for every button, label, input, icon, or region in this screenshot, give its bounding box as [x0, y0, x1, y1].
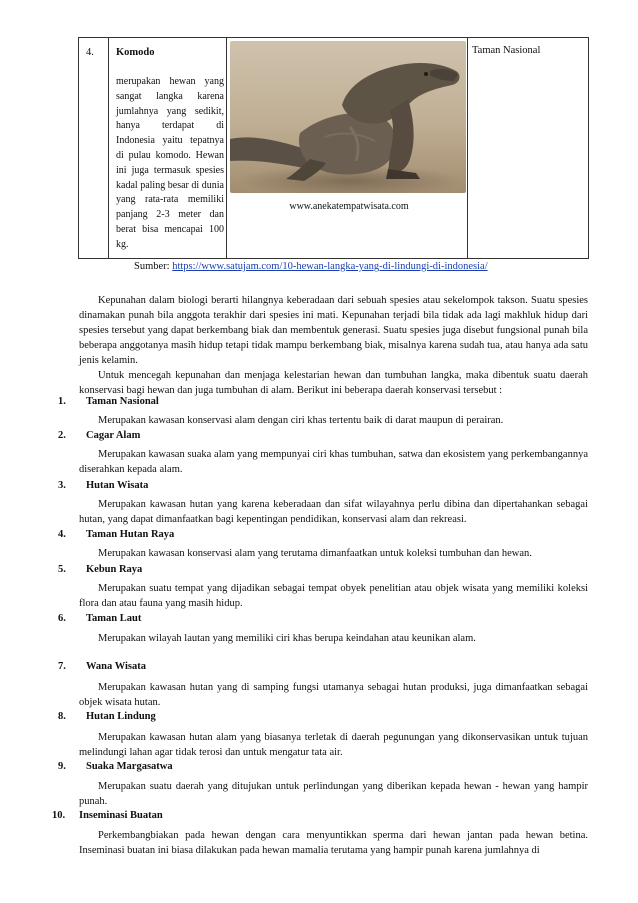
- list-item-number: 9.: [58, 761, 66, 772]
- list-item-text: Merupakan kawasan hutan yang karena keberadaan dan sifat wilayahnya perlu dibina dan dipertahankan sebagai hutan, yang dapat dimanfaatkan bagi kepentingan pendidikan, konservasi alam dan rekreasi.: [79, 499, 588, 525]
- list-item-title: Cagar Alam: [86, 430, 141, 441]
- row-number: 4.: [86, 47, 94, 58]
- intro-paragraph-1: Kepunahan dalam biologi berarti hilangnya keberadaan dari sebuah spesies atau sekelompok takson. Suatu spesies dinamakan punah bila anggota terakhir dari spesies ini mati. Kepunahan terjadi bila tidak ada lagi makhluk hidup dari spesies tersebut yang dapat berkembang biak dan membentuk generasi. Suatu spesies juga disebut fungsional punah bila beberapa anggotanya masih hidup tetapi tidak mampu berkembang biak, misalnya karena sudah tua, atau hanya ada satu jenis kelamin.: [79, 295, 588, 366]
- list-item-title: Hutan Wisata: [86, 480, 149, 491]
- list-item-number: 4.: [58, 529, 66, 540]
- species-description: merupakan hewan yang sangat langka karena jumlahnya yang sedikit, hanya terdapat di Indonesia yaitu tepatnya di pulau komodo. Hewan ini juga termasuk spesies kadal paling besar di dunia yang rata-rata memiliki panjang 2-3 meter dan berat bisa mencapai 100 kg.: [116, 76, 224, 250]
- source-link[interactable]: https://www.satujam.com/10-hewan-langka-yang-di-lindungi-di-indonesia/: [172, 261, 488, 272]
- list-item-text: Merupakan kawasan hutan alam yang biasanya terletak di daerah pegunungan yang dikonservasikan untuk tujuan melindungi lahan agar tidak terosi dan untuk mengatur tata air.: [79, 732, 588, 758]
- list-item-number: 1.: [58, 396, 66, 407]
- komodo-photo: [230, 41, 466, 193]
- list-item-number: 5.: [58, 564, 66, 575]
- list-item-title: Hutan Lindung: [86, 711, 156, 722]
- intro-paragraph-2: Untuk mencegah kepunahan dan menjaga kelestarian hewan dan tumbuhan langka, maka dibentuk suatu daerah konservasi bagi hewan dan juga tumbuhan di alam. Berikut ini beberapa daerah konservasi tersebut :: [79, 370, 588, 396]
- list-item-number: 7.: [58, 661, 66, 672]
- list-item-number: 3.: [58, 480, 66, 491]
- source-line: [134, 261, 488, 272]
- source-label: Sumber:: [134, 261, 170, 272]
- list-item-text: Merupakan suatu daerah yang ditujukan untuk perlindungan yang diberikan kepada hewan - hewan yang hampir punah.: [79, 781, 588, 807]
- list-item-title: Wana Wisata: [86, 661, 147, 672]
- list-item-text: Merupakan kawasan hutan yang di samping fungsi utamanya sebagai hutan produksi, juga dimanfaatkan sebagai objek wisata hutan.: [79, 682, 588, 708]
- list-item-text: Merupakan kawasan konservasi alam yang terutama dimanfaatkan untuk koleksi tumbuhan dan hewan.: [98, 548, 532, 559]
- list-item-title: Taman Hutan Raya: [86, 529, 175, 540]
- conservation-status: Taman Nasional: [472, 45, 541, 56]
- list-item-number: 10.: [52, 810, 66, 821]
- list-item-text: Merupakan kawasan konservasi alam dengan ciri khas tertentu baik di darat maupun di perairan.: [98, 415, 504, 426]
- list-item-title: Inseminasi Buatan: [79, 810, 163, 821]
- list-item-text: Merupakan wilayah lautan yang memiliki ciri khas berupa keindahan atau keunikan alam.: [98, 633, 476, 644]
- list-item-text: Merupakan kawasan suaka alam yang mempunyai ciri khas tumbuhan, satwa dan ekosistem yang perkembangannya diserahkan kepada alam.: [79, 449, 588, 475]
- species-name: Komodo: [116, 47, 155, 58]
- list-item-title: Suaka Margasatwa: [86, 761, 173, 772]
- list-item-number: 8.: [58, 711, 66, 722]
- species-table: [78, 37, 589, 259]
- list-item-title: Taman Laut: [86, 613, 142, 624]
- list-item-text: Merupakan suatu tempat yang dijadikan sebagai tempat obyek penelitian atau objek wisata yang memiliki koleksi flora dan atau fauna yang masih hidup.: [79, 583, 588, 609]
- list-item-number: 2.: [58, 430, 66, 441]
- table-col-number: [79, 38, 109, 258]
- list-item-title: Taman Nasional: [86, 396, 159, 407]
- list-item-title: Kebun Raya: [86, 564, 143, 575]
- list-item-number: 6.: [58, 613, 66, 624]
- list-item-text: Perkembangbiakan pada hewan dengan cara menyuntikkan sperma dari hewan jantan pada hewan betina. Inseminasi buatan ini biasa dilakukan pada hewan mamalia terutama yang hampir punah karena jumlahnya di: [79, 830, 588, 856]
- photo-credit: www.anekatempatwisata.com: [289, 201, 409, 212]
